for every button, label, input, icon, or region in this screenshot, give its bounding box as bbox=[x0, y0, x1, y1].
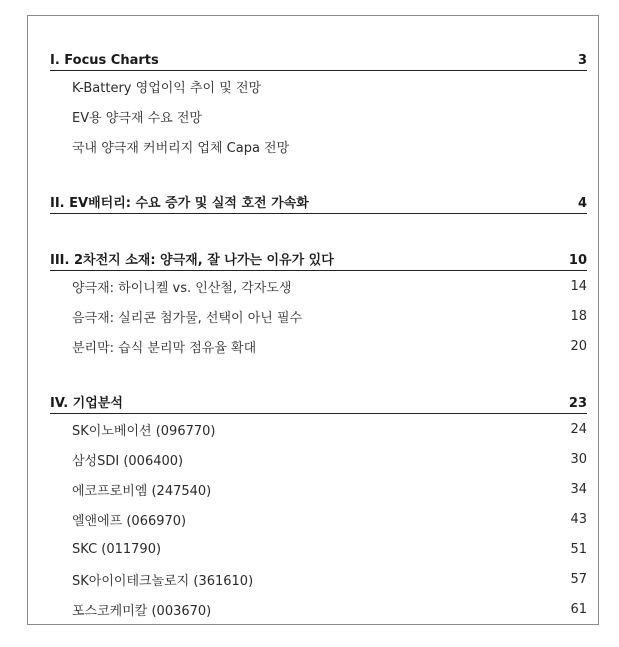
toc-section-3 bbox=[50, 252, 587, 361]
toc-section-heading[interactable] bbox=[50, 195, 587, 214]
toc-entry[interactable] bbox=[72, 131, 587, 161]
toc-entry[interactable] bbox=[72, 444, 587, 474]
toc-entry[interactable] bbox=[72, 101, 587, 131]
section-title: IV. 기업분석 bbox=[50, 396, 123, 411]
section-page-number: 10 bbox=[568, 253, 587, 268]
toc-frame bbox=[27, 15, 599, 625]
toc-section-4 bbox=[50, 395, 587, 624]
toc-entries bbox=[50, 71, 587, 161]
toc-entries bbox=[50, 271, 587, 361]
entry-page-number: 51 bbox=[570, 541, 587, 557]
toc-entry[interactable] bbox=[72, 594, 587, 624]
entry-page-number: 30 bbox=[570, 451, 587, 467]
toc-entry[interactable] bbox=[72, 71, 587, 101]
toc-entry[interactable] bbox=[72, 504, 587, 534]
entry-title: 에코프로비엠 (247540) bbox=[72, 483, 212, 499]
entry-title: 엘앤에프 (066970) bbox=[72, 513, 187, 529]
toc-entry[interactable] bbox=[72, 331, 587, 361]
entry-page-number: 18 bbox=[570, 308, 587, 324]
table-of-contents bbox=[50, 52, 587, 624]
entry-page-number: 20 bbox=[570, 338, 587, 354]
section-title: III. 2차전지 소재: 양극재, 잘 나가는 이유가 있다 bbox=[50, 253, 334, 268]
entry-title: 분리막: 습식 분리막 점유율 확대 bbox=[72, 340, 257, 356]
toc-section-heading[interactable] bbox=[50, 252, 587, 271]
toc-entry[interactable] bbox=[72, 564, 587, 594]
entry-title: 음극재: 실리콘 첨가물, 선택이 아닌 필수 bbox=[72, 310, 303, 326]
toc-entry[interactable] bbox=[72, 474, 587, 504]
entry-title: EV용 양극재 수요 전망 bbox=[72, 110, 202, 126]
toc-entry[interactable] bbox=[72, 414, 587, 444]
entry-page-number: 14 bbox=[570, 278, 587, 294]
entry-title: SK이노베이션 (096770) bbox=[72, 423, 216, 439]
entry-title: 국내 양극재 커버리지 업체 Capa 전망 bbox=[72, 140, 290, 156]
entry-page-number: 57 bbox=[570, 571, 587, 587]
entry-page-number: 24 bbox=[570, 421, 587, 437]
toc-entry[interactable] bbox=[72, 271, 587, 301]
toc-section-heading[interactable] bbox=[50, 395, 587, 414]
toc-section-1 bbox=[50, 52, 587, 161]
toc-entry[interactable] bbox=[72, 301, 587, 331]
section-page-number: 23 bbox=[568, 396, 587, 411]
entry-page-number: 61 bbox=[570, 601, 587, 617]
entry-page-number: 34 bbox=[570, 481, 587, 497]
entry-title: 삼성SDI (006400) bbox=[72, 453, 184, 469]
toc-entry[interactable] bbox=[72, 534, 587, 564]
entry-title: 양극재: 하이니켈 vs. 인산철, 각자도생 bbox=[72, 280, 292, 296]
section-page-number: 4 bbox=[577, 196, 587, 211]
entry-title: 포스코케미칼 (003670) bbox=[72, 603, 212, 619]
entry-title: K-Battery 영업이익 추이 및 전망 bbox=[72, 80, 262, 96]
entry-page-number: 43 bbox=[570, 511, 587, 527]
section-title: II. EV배터리: 수요 증가 및 실적 호전 가속화 bbox=[50, 196, 309, 211]
entry-title: SKC (011790) bbox=[72, 541, 162, 557]
toc-section-heading[interactable] bbox=[50, 52, 587, 71]
section-page-number: 3 bbox=[577, 53, 587, 68]
entry-title: SK아이이테크놀로지 (361610) bbox=[72, 573, 254, 589]
toc-section-2 bbox=[50, 195, 587, 214]
section-title: I. Focus Charts bbox=[50, 53, 159, 68]
toc-entries bbox=[50, 414, 587, 624]
